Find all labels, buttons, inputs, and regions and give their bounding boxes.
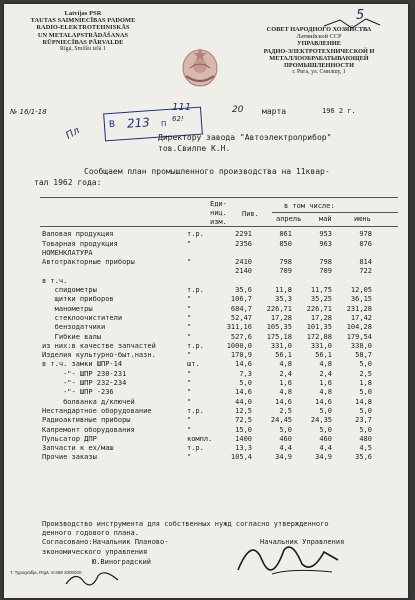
row-unit: "	[187, 388, 192, 397]
row-april: 35,3	[275, 295, 292, 304]
row-name: Пульсатор ДПР	[42, 434, 97, 443]
letterhead-right-line: Латвийской ССР	[296, 33, 342, 41]
footer-line: экономического управления	[42, 547, 148, 556]
row-total: 170,9	[230, 351, 252, 360]
header-sub-rule	[272, 212, 398, 213]
row-unit: "	[187, 379, 192, 388]
row-total	[215, 275, 255, 284]
row-name: в т.ч. замки ШПР-14	[42, 360, 123, 369]
printing-house-mark: T. Typografija, Rīgā. 8-269 2000000	[10, 570, 82, 575]
row-june: 179,54	[346, 332, 372, 341]
row-june: 36,15	[350, 295, 372, 304]
row-total: 35,6	[235, 286, 252, 295]
row-april: 11,8	[275, 286, 292, 295]
row-april: 709	[279, 267, 292, 276]
table-row	[42, 266, 375, 275]
row-april: 850	[279, 239, 292, 248]
row-june: 231,28	[346, 304, 372, 313]
row-june: 12,05	[350, 286, 372, 295]
row-unit: "	[187, 416, 192, 425]
table-row	[42, 229, 375, 238]
footer-block	[42, 520, 402, 557]
row-june: 480	[359, 434, 372, 443]
row-unit: "	[187, 304, 192, 313]
table-row	[42, 443, 375, 452]
row-name: Нестандартное оборудование	[42, 406, 152, 415]
stamp-letter: В	[108, 119, 116, 131]
row-june: 722	[359, 267, 372, 276]
row-april: 861	[279, 230, 292, 239]
date-day: 20	[232, 105, 244, 115]
table-row	[42, 275, 375, 284]
col-header-april: апрель	[276, 215, 302, 223]
row-total: 1000,0	[226, 341, 252, 350]
row-june: 4,5	[359, 444, 372, 453]
intro-line: тал 1962 года:	[34, 178, 102, 187]
row-unit: "	[187, 258, 192, 267]
row-april: 175,18	[266, 332, 292, 341]
row-may: 953	[319, 230, 332, 239]
table-row	[42, 285, 375, 294]
row-unit: "	[187, 425, 192, 434]
row-name: Прочие заказы	[42, 453, 97, 462]
coat-of-arms-emblem	[180, 46, 220, 88]
table-row	[42, 406, 375, 415]
col-header-unit-line: ниц.	[210, 209, 227, 217]
row-may: 34,9	[315, 453, 332, 462]
row-total	[215, 248, 255, 257]
row-total: 15,0	[235, 425, 252, 434]
row-unit: "	[187, 239, 192, 248]
row-april: 56,1	[275, 351, 292, 360]
row-may: 2,4	[319, 369, 332, 378]
row-name: щитки приборов	[42, 295, 114, 304]
row-april: 226,71	[266, 304, 292, 313]
row-unit: "	[187, 332, 192, 341]
row-name: из них:в качестве запчастей	[42, 341, 156, 350]
table-row	[42, 294, 375, 303]
row-may: 4,8	[319, 388, 332, 397]
row-may: 11,75	[310, 286, 332, 295]
row-total: 2410	[235, 258, 252, 267]
row-april: 2,5	[279, 406, 292, 415]
row-may: 963	[319, 239, 332, 248]
row-unit: шт.	[187, 360, 200, 369]
row-total: 72,5	[235, 416, 252, 425]
row-may	[295, 275, 335, 284]
intro-paragraph	[34, 166, 384, 188]
stamp-suffix: П	[160, 120, 167, 129]
row-name: Валовая продукция	[42, 230, 114, 239]
row-june: 5,0	[359, 406, 372, 415]
letterhead-left-line: RADIO-ELEKTROTEHNISKĀS	[36, 24, 130, 32]
corner-handwritten-number: 5	[356, 8, 365, 23]
intro-line: Сообщаем план промышленного производства на 11квар-	[84, 167, 330, 176]
row-total: 5,0	[239, 379, 252, 388]
row-name	[42, 266, 187, 275]
row-name: Радиоактивные приборы	[42, 416, 131, 425]
row-unit: компл.	[187, 434, 213, 443]
row-may: 1,6	[319, 379, 332, 388]
row-april	[255, 275, 295, 284]
row-april: 798	[279, 258, 292, 267]
row-unit: "	[187, 295, 192, 304]
col-header-may: май	[319, 215, 332, 223]
table-row	[42, 434, 375, 443]
row-april: 4,8	[279, 388, 292, 397]
row-unit: т.р.	[187, 341, 204, 350]
row-june: 978	[359, 230, 372, 239]
row-unit	[187, 275, 215, 284]
row-name: Гибкие валы	[42, 332, 102, 341]
row-may: 460	[319, 434, 332, 443]
row-april: 105,35	[266, 323, 292, 332]
row-april: 1,6	[279, 379, 292, 388]
row-unit: т.р.	[187, 286, 204, 295]
row-april: 24,45	[270, 416, 292, 425]
row-total: 311,16	[226, 323, 252, 332]
head-title: Начальник Управления	[260, 538, 345, 546]
col-header-unit-line: Еди-	[210, 200, 227, 208]
letterhead-left-line: Latvijas PSR	[64, 10, 102, 17]
date-month: марта	[262, 107, 287, 116]
row-name: -"- ШПР -236	[42, 388, 114, 397]
row-may: 14,6	[315, 397, 332, 406]
row-june: 35,6	[355, 453, 372, 462]
row-total: 684,7	[230, 304, 252, 313]
table-top-rule	[40, 197, 398, 198]
row-may: 24,35	[310, 416, 332, 425]
row-may: 56,1	[315, 351, 332, 360]
row-unit	[187, 266, 215, 275]
row-unit: "	[187, 323, 192, 332]
addressee-block	[158, 132, 331, 154]
row-may: 17,28	[310, 313, 332, 322]
letterhead-right-address: г. Рига, ул. Смилшу, 1	[292, 69, 346, 76]
letterhead-latvian	[10, 10, 156, 53]
row-name: Товарная продукция	[42, 239, 118, 248]
outgoing-reference-number: № 16/1-18	[10, 108, 47, 116]
row-june: 23,7	[355, 416, 372, 425]
row-total: 14,6	[235, 388, 252, 397]
col-header-june: июнь	[354, 215, 371, 223]
row-unit: т.р.	[187, 230, 204, 239]
row-total: 1400	[235, 434, 252, 443]
row-june	[335, 275, 375, 284]
table-row	[42, 415, 375, 424]
row-name: Запчасти к ех/маш	[42, 444, 114, 453]
row-name: -"- ШПР 232-234	[42, 379, 127, 388]
table-row	[42, 424, 375, 433]
table-row	[42, 359, 375, 368]
table-row	[42, 238, 375, 247]
table-row	[42, 341, 375, 350]
row-total: 2140	[235, 267, 252, 276]
letterhead-right-line: РАДИО-ЭЛЕКТРОТЕХНИЧЕСКОЙ И	[263, 47, 375, 55]
row-unit	[187, 248, 215, 257]
row-june	[335, 248, 375, 257]
letterhead-right-line: УПРАВЛЕНИЕ	[297, 40, 341, 48]
row-may: 226,71	[306, 304, 332, 313]
row-name: НОМЕНКЛАТУРА	[42, 248, 93, 257]
row-april: 331,0	[270, 341, 292, 350]
table-row	[42, 368, 375, 377]
table-row	[42, 452, 375, 461]
row-june: 5,0	[359, 388, 372, 397]
col-header-including: в том числе:	[284, 202, 335, 210]
row-june: 1,8	[359, 379, 372, 388]
row-may: 4,4	[319, 444, 332, 453]
row-june: 14,8	[355, 397, 372, 406]
letterhead-right-line: ПРОМЫШЛЕННОСТИ	[284, 62, 354, 70]
addressee-line: Директору завода "Автоэлектроприбор"	[158, 133, 332, 142]
row-june: 2,5	[359, 369, 372, 378]
corner-scribble	[322, 16, 382, 32]
stamp-handwritten-top: 111	[172, 102, 192, 113]
letter-page	[4, 4, 408, 598]
row-june: 814	[359, 258, 372, 267]
letterhead-left-line: UN METALAPSTRĀDĀŠANAS	[37, 31, 129, 39]
table-row	[42, 303, 375, 312]
row-april: 17,28	[270, 313, 292, 322]
row-name: -"- ШПР 230-231	[42, 369, 127, 378]
row-total: 13,3	[235, 444, 252, 453]
row-june: 58,7	[355, 351, 372, 360]
row-may: 4,8	[319, 360, 332, 369]
row-name: болванка д/ключей	[42, 397, 135, 406]
row-april: 460	[279, 434, 292, 443]
row-total: 44,0	[235, 397, 252, 406]
row-unit: "	[187, 351, 192, 360]
row-total: 2356	[235, 239, 252, 248]
row-total: 52,47	[230, 313, 252, 322]
row-april	[255, 248, 295, 257]
row-june: 17,42	[350, 313, 372, 322]
col-header-total: Пив.	[242, 210, 259, 218]
header-bottom-rule	[40, 226, 398, 227]
row-total: 2291	[235, 230, 252, 239]
margin-handwritten-note: Пл	[64, 125, 82, 142]
row-name: спидометры	[42, 286, 97, 295]
table-row	[42, 322, 375, 331]
table-row	[42, 313, 375, 322]
row-june: 104,28	[346, 323, 372, 332]
left-signer-name: Ю.Виноградский	[92, 558, 152, 566]
footer-line: денного годового плана.	[42, 529, 139, 538]
row-may: 5,0	[319, 406, 332, 415]
row-name: манометры	[42, 304, 93, 313]
letterhead-left-line: RŪPNIECĪBAS PĀRVALDE	[42, 38, 124, 46]
row-total: 14,6	[235, 360, 252, 369]
row-unit: "	[187, 397, 192, 406]
production-plan-table	[42, 229, 375, 461]
row-june: 5,0	[359, 360, 372, 369]
row-name: Изделия культурно-быт.назн.	[42, 351, 156, 360]
stamp-handwritten-sub: 62!	[172, 115, 184, 123]
stamp-number: 213	[126, 115, 151, 131]
table-row	[42, 248, 375, 257]
table-row	[42, 331, 375, 340]
handwritten-signature-right	[232, 530, 345, 580]
row-may	[295, 248, 335, 257]
row-may: 798	[319, 258, 332, 267]
row-unit: "	[187, 369, 192, 378]
table-row	[42, 387, 375, 396]
row-may: 331,0	[310, 341, 332, 350]
table-row	[42, 257, 375, 266]
row-name: Автотракторные приборы	[42, 258, 135, 267]
letterhead-left-address: Rīgā, Smilšu ielā 1	[59, 46, 107, 53]
date-year: 196 2 г.	[322, 107, 356, 115]
letterhead-right-line: МЕТАЛЛООБРАБАТЫВАЮЩЕЙ	[269, 54, 369, 62]
row-june: 5,0	[359, 425, 372, 434]
row-april: 4,8	[279, 360, 292, 369]
row-may: 101,35	[306, 323, 332, 332]
row-unit: "	[187, 453, 192, 462]
footer-line: Согласовано:Начальник Планово-	[42, 538, 169, 547]
col-header-unit	[210, 200, 227, 218]
row-unit: т.р.	[187, 444, 204, 453]
addressee-line: тов.Свилпе К.Н.	[158, 144, 231, 153]
row-may: 172,88	[306, 332, 332, 341]
row-unit: т.р.	[187, 406, 204, 415]
table-row	[42, 350, 375, 359]
row-may: 5,0	[319, 425, 332, 434]
row-total: 105,4	[230, 453, 252, 462]
table-row	[42, 396, 375, 405]
row-total: 12,5	[235, 406, 252, 415]
row-april: 34,9	[275, 453, 292, 462]
row-june: 338,0	[350, 341, 372, 350]
row-total: 7,3	[239, 369, 252, 378]
footer-line: Производство инструмента для собственных нужд согласно утвержденного	[42, 520, 329, 528]
row-april: 5,0	[279, 425, 292, 434]
row-total: 527,6	[230, 332, 252, 341]
row-april: 2,4	[279, 369, 292, 378]
row-name: в т.ч.	[42, 276, 68, 285]
row-total: 106,7	[230, 295, 252, 304]
row-april: 4,4	[279, 444, 292, 453]
letterhead-left-line: TAUTAS SAIMNIECĪBAS PADOME	[30, 17, 136, 25]
col-header-unit-line3: изм.	[210, 218, 227, 226]
row-unit: "	[187, 313, 192, 322]
row-name: бензодатчики	[42, 323, 106, 332]
row-april: 14,6	[275, 397, 292, 406]
row-name: Капремонт оборудования	[42, 425, 135, 434]
row-june: 876	[359, 239, 372, 248]
row-may: 709	[319, 267, 332, 276]
letterhead-right-line: СОВЕТ НАРОДНОГО ХОЗЯЙСТВА	[266, 26, 372, 33]
row-may: 35,25	[310, 295, 332, 304]
row-name: стеклоочистители	[42, 313, 123, 322]
table-row	[42, 378, 375, 387]
letterhead-russian	[236, 26, 402, 76]
